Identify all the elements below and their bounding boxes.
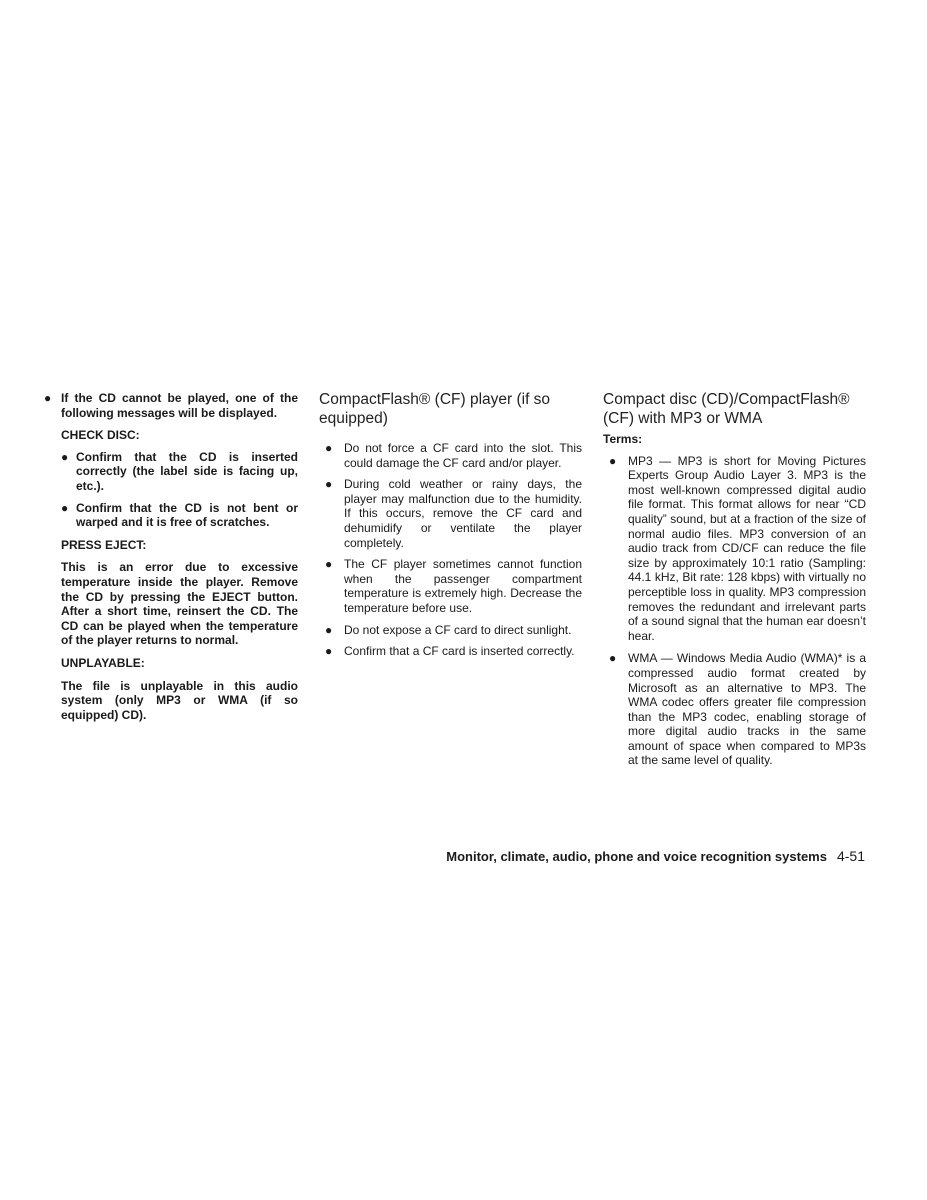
press-eject-label: PRESS EJECT: [61, 537, 147, 552]
bullet-icon: ● [609, 651, 617, 666]
list-item [319, 623, 582, 638]
check-disc-item-2 [61, 501, 298, 530]
footer-section-title: Monitor, climate, audio, phone and voice recognition systems [446, 849, 827, 864]
cf-item-text: During cold weather or rainy days, the player may malfunction due to the humidity. If this occurs, remove the CF card and dehumidify or ventilate the player completely. [344, 477, 582, 550]
cf-item-text: Do not force a CF card into the slot. This could damage the CF card and/or player. [344, 441, 582, 470]
bullet-icon: ● [609, 453, 617, 468]
page-number: 4-51 [836, 848, 865, 864]
cf-item-text: The CF player sometimes cannot function when the passenger compartment temperature is extremely high. Decrease the temperature before use. [344, 557, 582, 615]
cf-player-title: CompactFlash® (CF) player (if so equipped) [319, 391, 551, 427]
press-eject-text: This is an error due to excessive temperature inside the player. Remove the CD by pressing the EJECT button. After a short time, reinsert the CD. The CD can be played when the temperature of the player returns to normal. [61, 560, 298, 648]
page-footer [446, 848, 865, 864]
cd-unplayable-intro: If the CD cannot be played, one of the following messages will be displayed. [61, 391, 298, 420]
bullet-icon: ● [325, 441, 333, 455]
mp3-wma-column [603, 391, 866, 776]
bullet-icon: ● [325, 644, 333, 659]
check-disc-item-1 [61, 450, 298, 494]
check-disc-text-2: Confirm that the CD is not bent or warped and it is free of scratches. [76, 500, 298, 530]
list-item [603, 454, 866, 644]
cd-error-messages-column [44, 391, 298, 722]
unplayable-text: The file is unplayable in this audio system (only MP3 or WMA (if so equipped) CD). [61, 678, 298, 722]
check-disc-label: CHECK DISC: [61, 428, 140, 443]
terms-label: Terms: [603, 432, 643, 446]
bullet-icon: ● [325, 622, 333, 637]
list-item [319, 441, 582, 470]
terms-list [603, 454, 866, 768]
cf-item-text: Do not expose a CF card to direct sunlight. [344, 622, 572, 637]
list-item [319, 644, 582, 659]
mp3-definition: MP3 — MP3 is short for Moving Pictures Experts Group Audio Layer 3. MP3 is the most well-known compressed digital audio file format. This format allows for near “CD quality” sound, but at a fraction of the size of normal audio files. MP3 conversion of an audio track from CD/CF can reduce the file size by approximately 10:1 ratio (Sampling: 44.1 kHz, Bit rate: 128 kbps) with virtually no perceptible loss in quality. MP3 compression removes the redundant and irrelevant parts of a sound signal that the human ear doesn’t hear. [628, 453, 866, 643]
list-item [603, 651, 866, 768]
messages-block [61, 428, 298, 722]
cd-unplayable-bullet [44, 391, 298, 420]
cf-item-text: Confirm that a CF card is inserted correctly. [344, 644, 575, 659]
bullet-icon: ● [61, 500, 69, 515]
cf-player-list [319, 441, 582, 659]
bullet-icon: ● [44, 391, 52, 405]
check-disc-text-1: Confirm that the CD is inserted correctly (the label side is facing up, etc.). [76, 449, 298, 493]
bullet-icon: ● [325, 477, 333, 492]
mp3-wma-title: Compact disc (CD)/CompactFlash® (CF) with MP3 or WMA [603, 391, 850, 427]
list-item [319, 477, 582, 550]
wma-definition: WMA — Windows Media Audio (WMA)* is a compressed audio format created by Microsoft as an alternative to MP3. The WMA codec offers greater file compression than the MP3 codec, enabling storage of more digital audio tracks in the same amount of space when compared to MP3s at the same level of quality. [628, 651, 866, 768]
unplayable-label: UNPLAYABLE: [61, 655, 145, 670]
bullet-icon: ● [325, 557, 333, 572]
bullet-icon: ● [61, 449, 69, 464]
cf-player-column [319, 391, 582, 666]
list-item [319, 557, 582, 615]
